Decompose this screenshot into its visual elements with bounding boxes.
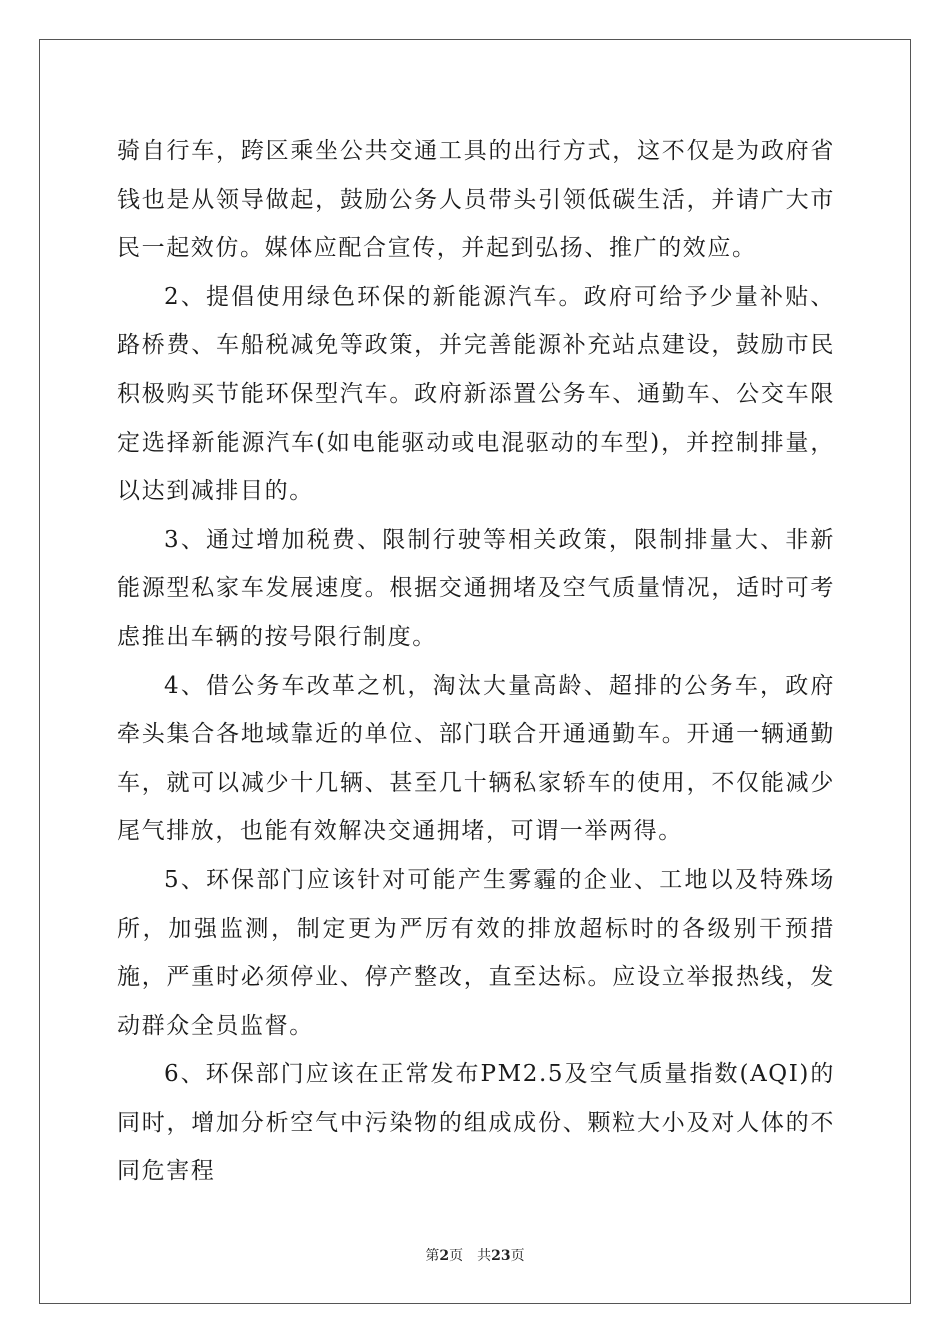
total-label-prefix: 共 [477, 1248, 492, 1264]
page-label-prefix: 第 [425, 1248, 440, 1264]
total-label-suffix: 页 [510, 1248, 525, 1264]
page-number: 2 [439, 1248, 450, 1264]
paragraph-item-4: 4、借公务车改革之机，淘汰大量高龄、超排的公务车，政府牵头集合各地域靠近的单位、部门联合开通通勤车。开通一辆通勤车，就可以减少十几辆、甚至几十辆私家轿车的使用，不仅能减少尾气排放，也能有效解决交通拥堵，可谓一举两得。 [117, 672, 835, 845]
paragraph-item-2: 2、提倡使用绿色环保的新能源汽车。政府可给予少量补贴、路桥费、车船税减免等政策，并完善能源补充站点建设，鼓励市民积极购买节能环保型汽车。政府新添置公务车、通勤车、公交车限定选择新能源汽车(如电能驱动或电混驱动的车型)，并控制排量，以达到减排目的。 [117, 283, 835, 505]
paragraph-item-5: 5、环保部门应该针对可能产生雾霾的企业、工地以及特殊场所，加强监测，制定更为严厉有效的排放超标时的各级别干预措施，严重时必须停业、停产整改，直至达标。应设立举报热线，发动群众全员监督。 [117, 866, 835, 1039]
total-pages: 23 [491, 1248, 511, 1264]
paragraph-continuation: 骑自行车，跨区乘坐公共交通工具的出行方式，这不仅是为政府省钱也是从领导做起，鼓励公务人员带头引领低碳生活，并请广大市民一起效仿。媒体应配合宣传，并起到弘扬、推广的效应。 [117, 138, 835, 262]
paragraph-item-3: 3、通过增加税费、限制行驶等相关政策，限制排量大、非新能源型私家车发展速度。根据交通拥堵及空气质量情况，适时可考虑推出车辆的按号限行制度。 [117, 526, 835, 650]
document-body [117, 127, 835, 1196]
paragraph-item-6: 6、环保部门应该在正常发布PM2.5及空气质量指数(AQI)的同时，增加分析空气中污染物的组成成份、颗粒大小及对人体的不同危害程 [117, 1061, 835, 1185]
page-label-suffix: 页 [449, 1248, 464, 1264]
page-footer [0, 1246, 950, 1266]
